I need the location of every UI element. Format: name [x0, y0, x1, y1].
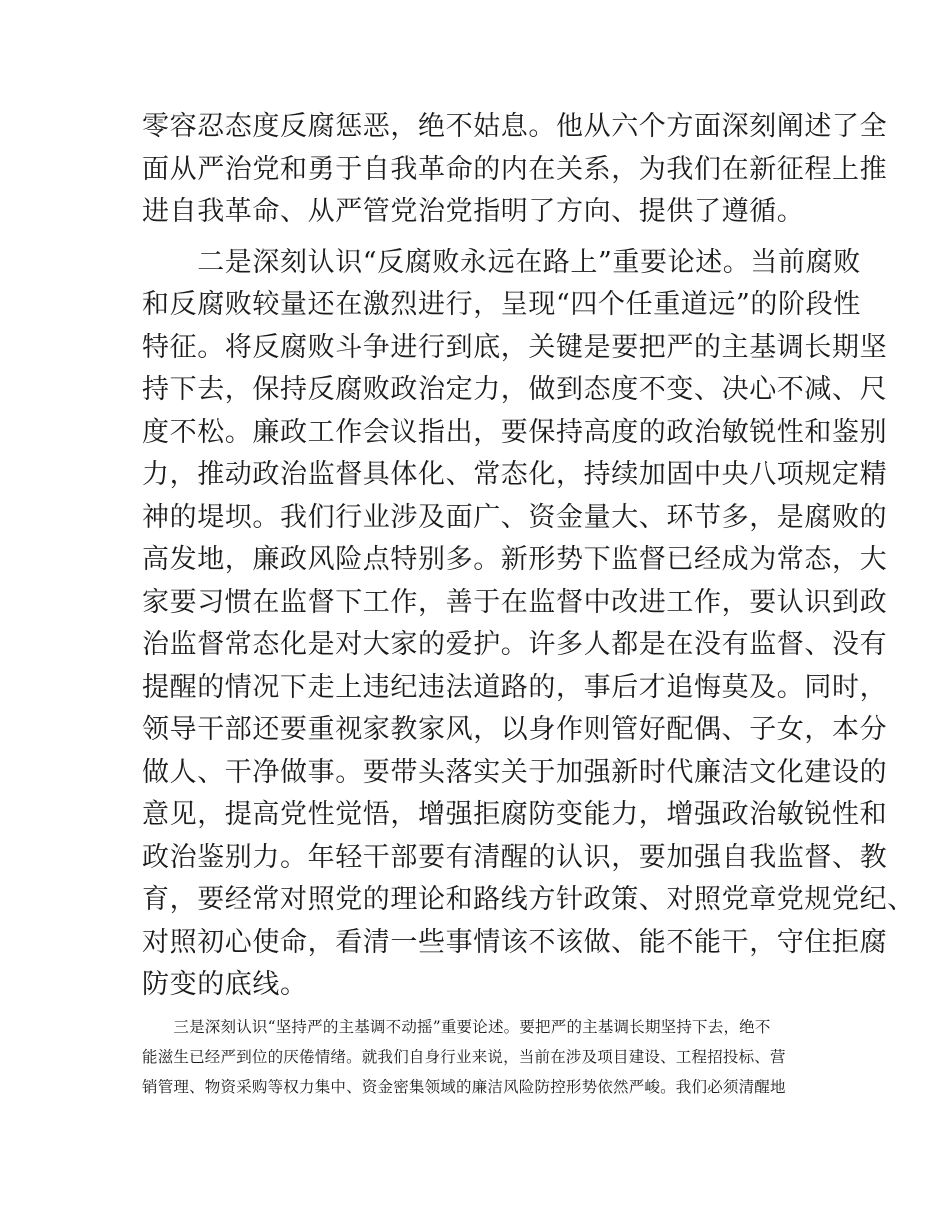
text-line: 做人、干净做事。要带头落实关于加强新时代廉洁文化建设的 — [142, 756, 888, 788]
text-line: 销管理、物资采购等权力集中、资金密集领域的廉洁风险防控形势依然严峻。我们必须清醒地 — [142, 1078, 786, 1096]
paragraph-two — [142, 242, 915, 1007]
text-line: 三是深刻认识“坚持严的主基调不动摇”重要论述。要把严的主基调长期坚持下去，绝不 — [142, 1018, 771, 1036]
text-line: 和反腐败较量还在激烈进行，呈现“四个任重道远”的阶段性 — [142, 289, 861, 320]
text-line: 育，要经常对照党的理论和路线方针政策、对照党章党规党纪、 — [142, 884, 915, 915]
text-line: 二是深刻认识“反腐败永远在路上”重要论述。当前腐败 — [142, 246, 861, 278]
main-text-block — [142, 106, 915, 1007]
text-line: 高发地，廉政风险点特别多。新形势下监督已经成为常态，大 — [142, 544, 888, 575]
text-line: 政治鉴别力。年轻干部要有清醒的认识，要加强自我监督、教 — [142, 841, 888, 873]
text-line: 意见，提高党性觉悟，增强拒腐防变能力，增强政治敏锐性和 — [142, 799, 888, 830]
text-line: 持下去，保持反腐败政治定力，做到态度不变、决心不减、尺 — [142, 374, 888, 405]
text-line: 力，推动政治监督具体化、常态化，持续加固中央八项规定精 — [142, 459, 888, 490]
paragraph-gap — [142, 234, 832, 242]
text-line: 治监督常态化是对大家的爱护。许多人都是在没有监督、没有 — [142, 629, 888, 660]
text-line: 度不松。廉政工作会议指出，要保持高度的政治敏锐性和鉴别 — [142, 416, 888, 448]
text-line: 神的堤坝。我们行业涉及面广、资金量大、环节多，是腐败的 — [142, 501, 888, 533]
text-line: 家要习惯在监督下工作，善于在监督中改进工作，要认识到政 — [142, 586, 888, 618]
paragraph-three — [142, 1012, 832, 1102]
text-line: 进自我革命、从严管党治党指明了方向、提供了遵循。 — [142, 196, 805, 227]
text-line: 提醒的情况下走上违纪违法道路的，事后才追悔莫及。同时， — [142, 671, 888, 703]
text-line: 零容忍态度反腐惩恶，绝不姑息。他从六个方面深刻阐述了全 — [142, 111, 888, 142]
text-line: 防变的底线。 — [142, 969, 308, 1000]
text-line: 对照初心使命，看清一些事情该不该做、能不能干，守住拒腐 — [142, 926, 888, 958]
paragraph-continued — [142, 106, 888, 234]
text-line: 面从严治党和勇于自我革命的内在关系，为我们在新征程上推 — [142, 153, 888, 185]
text-line: 领导干部还要重视家教家风，以身作则管好配偶、子女，本分 — [142, 714, 888, 745]
text-line: 能滋生已经严到位的厌倦情绪。就我们自身行业来说，当前在涉及项目建设、工程招投标、营 — [142, 1048, 786, 1066]
text-line: 特征。将反腐败斗争进行到底，关键是要把严的主基调长期坚 — [142, 331, 888, 363]
